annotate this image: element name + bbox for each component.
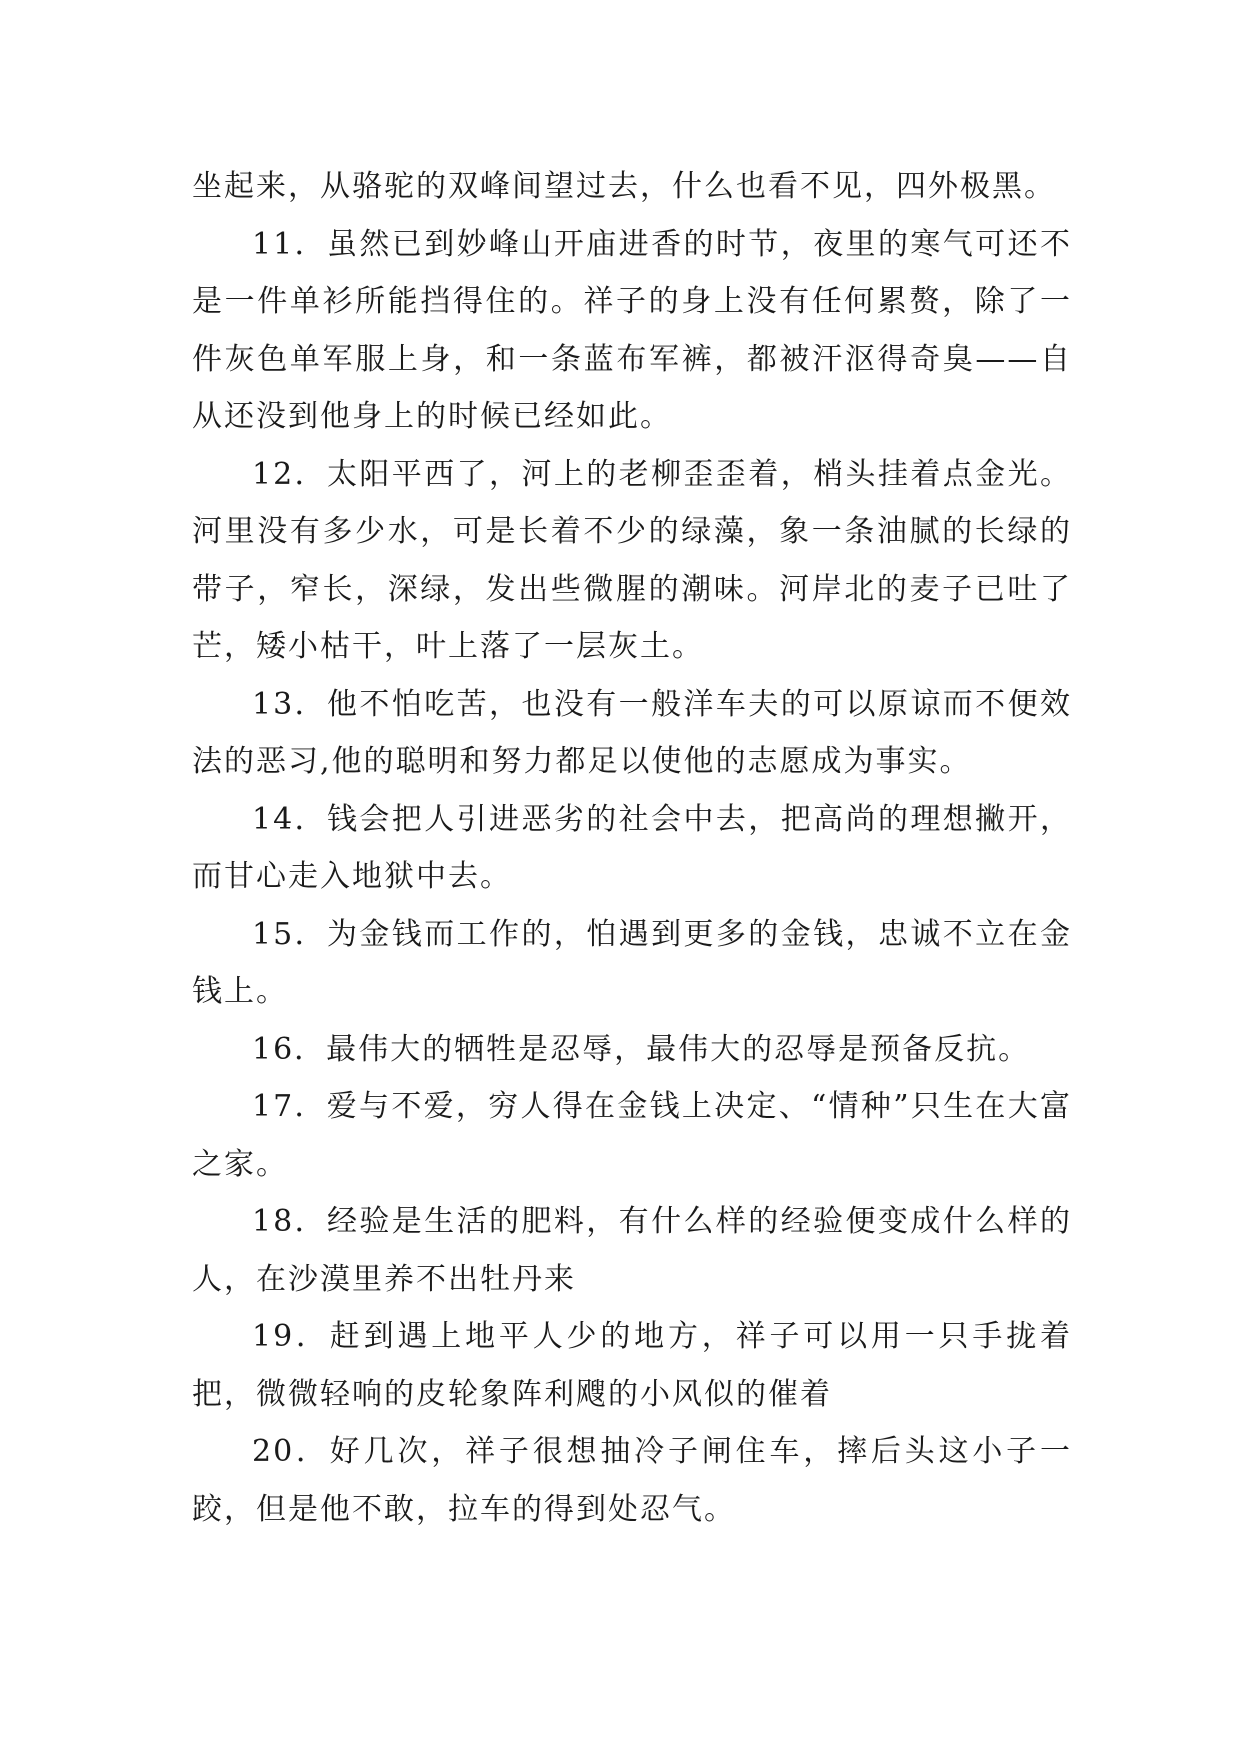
paragraph-continuation: 坐起来，从骆驼的双峰间望过去，什么也看不见，四外极黑。 xyxy=(192,169,1056,204)
paragraph-19: 19．赶到遇上地平人少的地方，祥子可以用一只手拢着把，微微轻响的皮轮象阵利飕的小风似的催着 xyxy=(192,1319,1072,1412)
paragraph-20: 20．好几次，祥子很想抽冷子闸住车，摔后头这小子一跤，但是他不敢，拉车的得到处忍气。 xyxy=(192,1434,1072,1527)
document-body xyxy=(192,158,1072,1538)
paragraph-12: 12．太阳平西了，河上的老柳歪歪着，梢头挂着点金光。河里没有多少水，可是长着不少的绿藻，象一条油腻的长绿的带子，窄长，深绿，发出些微腥的潮味。河岸北的麦子已吐了芒，矮小枯干，叶上落了一层灰土。 xyxy=(192,456,1072,664)
paragraph-17: 17．爱与不爱，穷人得在金钱上决定、“情种”只生在大富之家。 xyxy=(192,1089,1072,1182)
paragraph-18: 18．经验是生活的肥料，有什么样的经验便变成什么样的人，在沙漠里养不出牡丹来 xyxy=(192,1204,1072,1297)
paragraph-11: 11．虽然已到妙峰山开庙进香的时节，夜里的寒气可还不是一件单衫所能挡得住的。祥子的身上没有任何累赘，除了一件灰色单军服上身，和一条蓝布军裤，都被汗沤得奇臭——自从还没到他身上的时候已经如此。 xyxy=(192,226,1072,434)
paragraph-14: 14．钱会把人引进恶劣的社会中去，把高尚的理想撇开，而甘心走入地狱中去。 xyxy=(192,801,1072,894)
paragraph-16: 16．最伟大的牺牲是忍辱，最伟大的忍辱是预备反抗。 xyxy=(252,1031,1031,1067)
paragraph-15: 15．为金钱而工作的，怕遇到更多的金钱，忠诚不立在金钱上。 xyxy=(192,916,1072,1009)
paragraph-13: 13．他不怕吃苦，也没有一般洋车夫的可以原谅而不便效法的恶习,他的聪明和努力都足以使他的志愿成为事实。 xyxy=(192,686,1072,779)
